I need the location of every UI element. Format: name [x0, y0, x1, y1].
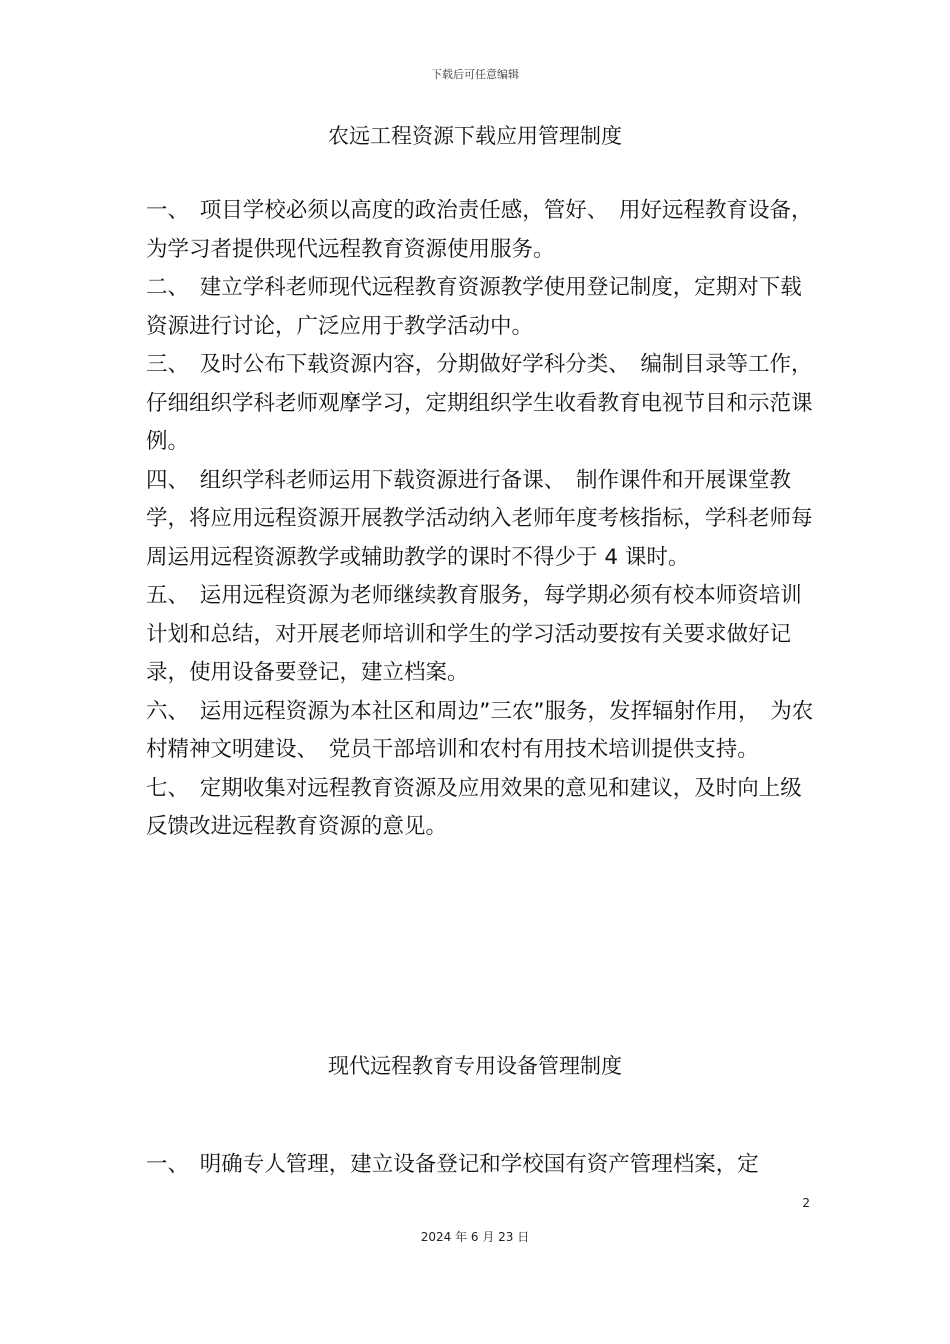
rule-paragraph: 三、 及时公布下载资源内容，分期做好学科分类、 编制目录等工作，仔细组织学科老师观摩学习，定期组织学生收看教育电视节目和示范课例。 [146, 352, 813, 454]
rule-paragraph: 四、 组织学科老师运用下载资源进行备课、 制作课件和开展课堂教学，将应用远程资源开展教学活动纳入老师年度考核指标，学科老师每周运用远程资源教学或辅助教学的课时不得少于 4 课时。 [146, 467, 813, 570]
rule-paragraph: 二、 建立学科老师现代远程教育资源教学使用登记制度，定期对下载资源进行讨论，广泛应用于教学活动中。 [146, 275, 802, 339]
rule-paragraph: 一、 项目学校必须以高度的政治责任感，管好、 用好远程教育设备，为学习者提供现代远程教育资源使用服务。 [146, 198, 813, 262]
footer-date: 2024 年 6 月 23 日 [420, 1230, 530, 1244]
rule-paragraph: 一、 明确专人管理，建立设备登记和学校国有资产管理档案，定 [146, 1152, 759, 1177]
section-equipment-management-rules [146, 1146, 816, 1185]
header-note: 下载后可任意编辑 [431, 68, 519, 81]
document-title-resource-download: 农远工程资源下载应用管理制度 [328, 124, 622, 148]
document-title-equipment-management: 现代远程教育专用设备管理制度 [328, 1054, 622, 1078]
rule-paragraph: 六、 运用远程资源为本社区和周边”三农”服务，发挥辐射作用， 为农村精神文明建设、 党员干部培训和农村有用技术培训提供支持。 [146, 698, 814, 762]
rule-paragraph: 七、 定期收集对远程教育资源及应用效果的意见和建议，及时向上级反馈改进远程教育资源的意见。 [146, 775, 802, 839]
section-resource-download-rules [146, 192, 816, 847]
rule-paragraph: 五、 运用远程资源为老师继续教育服务，每学期必须有校本师资培训计划和总结，对开展老师培训和学生的学习活动要按有关要求做好记录，使用设备要登记，建立档案。 [146, 583, 802, 685]
page-number: 2 [802, 1196, 810, 1210]
